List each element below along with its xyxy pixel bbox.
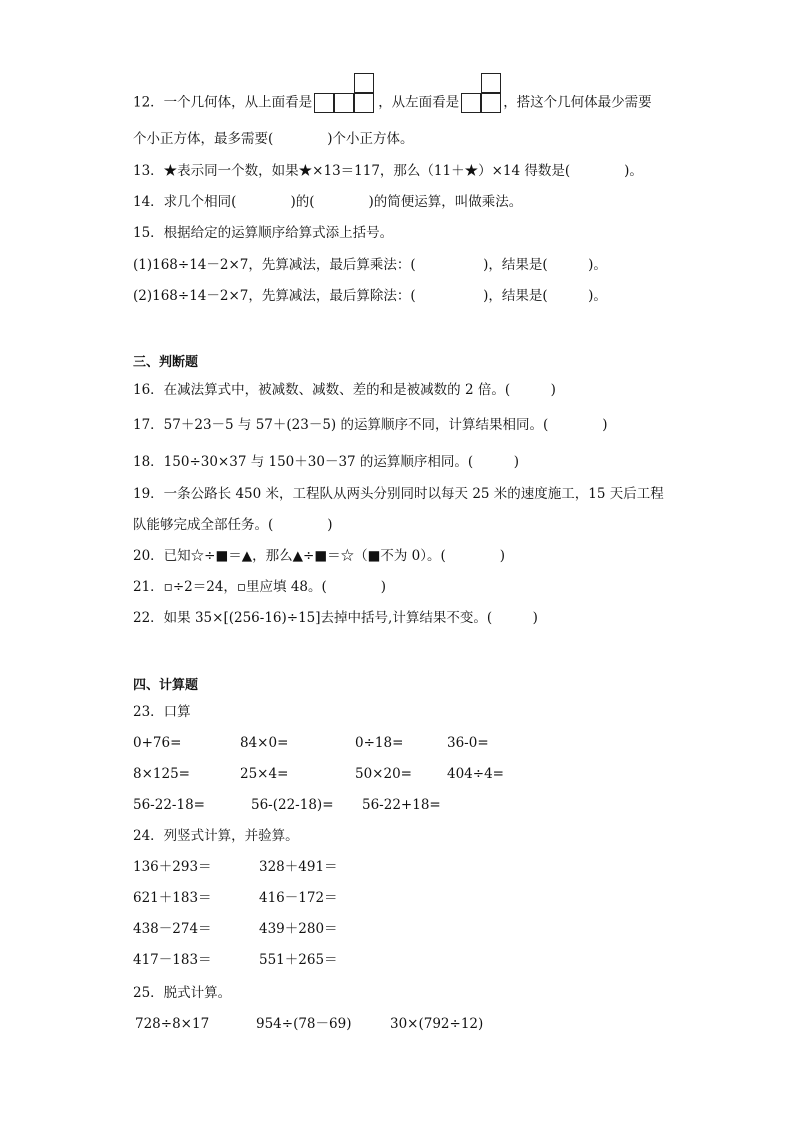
oral-calc-item: 8×125=: [133, 766, 190, 782]
question-16: 16．在减法算式中，被减数、减数、差的和是被减数的 2 倍。( ): [133, 382, 556, 398]
question-19-line1: 19．一条公路长 450 米，工程队从两头分别同时以每天 25 米的速度施工，15 天后工程: [133, 486, 664, 502]
vertical-calc-item: 417－183＝: [133, 952, 212, 968]
oral-calc-item: 404÷4=: [447, 766, 504, 782]
question-19-line2: 队能够完成全部任务。( ): [133, 517, 333, 533]
question-13: 13．★表示同一个数，如果★×13＝117，那么（11＋★）×14 得数是( )。: [133, 163, 643, 179]
oral-calc-item: 36-0=: [447, 735, 489, 751]
question-24-title: 24．列竖式计算，并验算。: [133, 828, 299, 844]
question-12-line2: 个小正方体，最多需要( )个小正方体。: [133, 131, 414, 147]
question-22: 22．如果 35×[(256-16)÷15]去掉中括号,计算结果不变。( ): [133, 610, 538, 626]
vertical-calc-item: 439＋280＝: [259, 921, 338, 937]
top-view-figure: [314, 73, 376, 113]
q12-text-part1: 12．一个几何体，从上面看是: [133, 94, 313, 111]
question-17: 17．57＋23－5 与 57＋(23－5) 的运算顺序不同，计算结果相同。( ): [133, 417, 608, 433]
oral-calc-item: 50×20=: [355, 766, 412, 782]
question-14: 14．求几个相同( )的( )的简便运算，叫做乘法。: [133, 194, 523, 210]
left-view-figure: [461, 73, 501, 113]
vertical-calc-item: 438－274＝: [133, 921, 212, 937]
question-15-title: 15．根据给定的运算顺序给算式添上括号。: [133, 225, 394, 241]
oral-calc-item: 56-(22-18)=: [251, 797, 334, 813]
step-calc-item: 728÷8×17: [135, 1016, 210, 1032]
question-25-title: 25．脱式计算。: [133, 985, 232, 1001]
vertical-calc-item: 136＋293＝: [133, 859, 212, 875]
oral-calc-item: 56-22-18=: [133, 797, 205, 813]
question-20: 20．已知☆÷■＝▲，那么▲÷■＝☆（■不为 0）。( ): [133, 548, 505, 564]
question-15-part1: (1)168÷14－2×7，先算减法，最后算乘法：( )，结果是( )。: [133, 257, 607, 273]
oral-calc-item: 56-22+18=: [362, 797, 441, 813]
oral-calc-item: 84×0=: [240, 735, 289, 751]
section-3-heading: 三、判断题: [133, 355, 199, 370]
question-15-part2: (2)168÷14－2×7，先算减法，最后算除法：( )，结果是( )。: [133, 288, 607, 304]
question-18: 18．150÷30×37 与 150＋30－37 的运算顺序相同。( ): [133, 454, 519, 470]
question-21: 21．▫÷2＝24，▫里应填 48。( ): [133, 579, 387, 595]
vertical-calc-item: 416－172＝: [259, 890, 338, 906]
q12-text-part2: ，从左面看是: [378, 94, 460, 111]
step-calc-item: 954÷(78－69): [256, 1016, 352, 1032]
step-calc-item: 30×(792÷12): [390, 1016, 484, 1032]
question-12-line1: [133, 83, 652, 123]
vertical-calc-item: 621＋183＝: [133, 890, 212, 906]
oral-calc-item: 25×4=: [240, 766, 289, 782]
q12-text-part3: ，搭这个几何体最少需要: [503, 94, 652, 111]
oral-calc-item: 0+76=: [133, 735, 182, 751]
oral-calc-item: 0÷18=: [355, 735, 404, 751]
vertical-calc-item: 551＋265＝: [259, 952, 338, 968]
vertical-calc-item: 328＋491＝: [259, 859, 338, 875]
question-23-title: 23．口算: [133, 704, 191, 720]
section-4-heading: 四、计算题: [133, 678, 199, 693]
